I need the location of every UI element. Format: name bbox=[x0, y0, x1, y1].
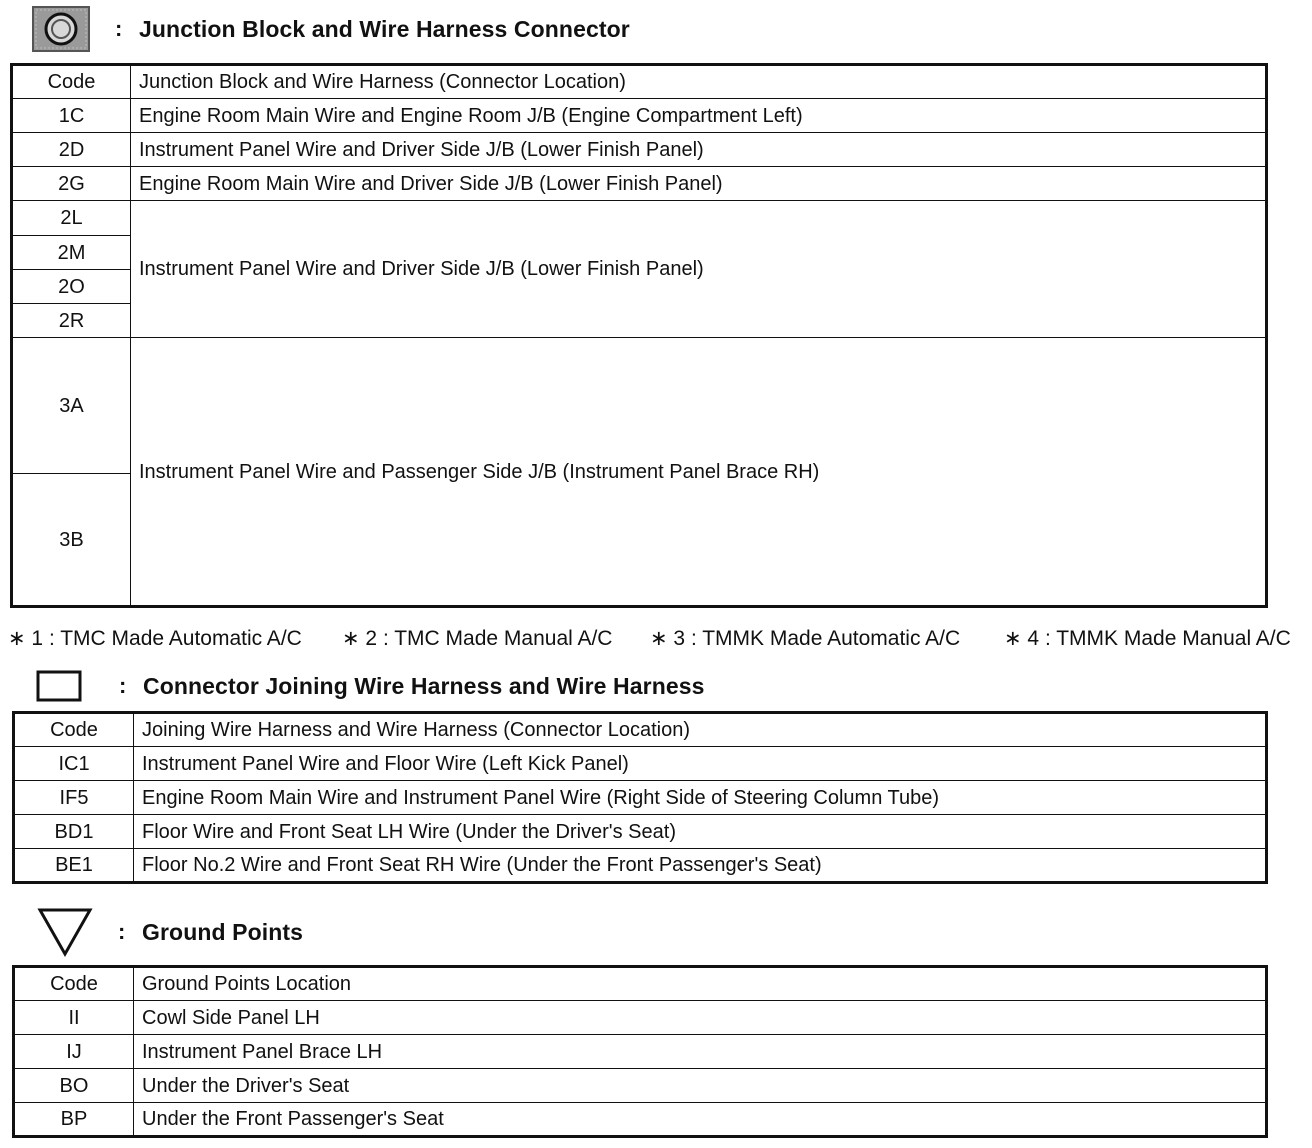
code-cell: IF5 bbox=[14, 781, 134, 815]
junction-section-colon: : bbox=[115, 16, 123, 41]
table-row bbox=[12, 133, 1267, 167]
table-row bbox=[12, 338, 1267, 474]
connector-section-header bbox=[0, 664, 800, 704]
ground-section-colon: : bbox=[118, 919, 126, 944]
code-cell: 2G bbox=[12, 167, 131, 201]
description-cell: Engine Room Main Wire and Engine Room J/B (Engine Compartment Left) bbox=[131, 99, 1267, 133]
table-header-row bbox=[14, 713, 1267, 747]
ground-triangle-icon bbox=[36, 906, 94, 963]
table-row bbox=[12, 99, 1267, 133]
junction-section-header bbox=[0, 6, 800, 46]
code-cell: 3A bbox=[12, 338, 131, 474]
description-cell: Engine Room Main Wire and Driver Side J/B (Lower Finish Panel) bbox=[131, 167, 1267, 201]
code-cell: 3B bbox=[12, 474, 131, 607]
junction-section-title: Junction Block and Wire Harness Connector bbox=[139, 16, 630, 42]
table-row bbox=[14, 781, 1267, 815]
code-cell: 1C bbox=[12, 99, 131, 133]
code-cell: IJ bbox=[14, 1035, 134, 1069]
code-header: Code bbox=[12, 65, 131, 99]
code-cell: 2L bbox=[12, 201, 131, 236]
description-header: Ground Points Location bbox=[134, 967, 1267, 1001]
ground-table bbox=[12, 965, 1268, 1138]
connector-section-title: Connector Joining Wire Harness and Wire Harness bbox=[143, 673, 705, 699]
footnote: ∗ 1 : TMC Made Automatic A/C bbox=[8, 627, 302, 650]
table-row bbox=[14, 747, 1267, 781]
code-cell: 2D bbox=[12, 133, 131, 167]
code-header: Code bbox=[14, 713, 134, 747]
description-cell: Under the Driver's Seat bbox=[134, 1069, 1267, 1103]
ground-section-title: Ground Points bbox=[142, 919, 304, 945]
code-cell: BP bbox=[14, 1103, 134, 1137]
code-cell: BE1 bbox=[14, 849, 134, 883]
code-cell: 2O bbox=[12, 270, 131, 304]
table-row bbox=[14, 1103, 1267, 1137]
description-cell: Cowl Side Panel LH bbox=[134, 1001, 1267, 1035]
junction-table bbox=[10, 63, 1268, 608]
code-cell: 2M bbox=[12, 236, 131, 270]
code-cell: BD1 bbox=[14, 815, 134, 849]
table-row bbox=[14, 1069, 1267, 1103]
description-cell: Instrument Panel Brace LH bbox=[134, 1035, 1267, 1069]
description-cell-merged: Instrument Panel Wire and Driver Side J/B (Lower Finish Panel) bbox=[131, 201, 1267, 338]
connector-table bbox=[12, 711, 1268, 884]
description-cell: Engine Room Main Wire and Instrument Panel Wire (Right Side of Steering Column Tube) bbox=[134, 781, 1267, 815]
table-header-row bbox=[14, 967, 1267, 1001]
ground-section-header bbox=[0, 906, 600, 946]
table-row bbox=[14, 815, 1267, 849]
footnote: ∗ 2 : TMC Made Manual A/C bbox=[342, 627, 613, 650]
table-row bbox=[14, 1001, 1267, 1035]
code-cell: II bbox=[14, 1001, 134, 1035]
description-cell: Instrument Panel Wire and Floor Wire (Left Kick Panel) bbox=[134, 747, 1267, 781]
table-row bbox=[12, 167, 1267, 201]
description-header: Joining Wire Harness and Wire Harness (Connector Location) bbox=[134, 713, 1267, 747]
description-cell: Floor No.2 Wire and Front Seat RH Wire (Under the Front Passenger's Seat) bbox=[134, 849, 1267, 883]
code-cell: IC1 bbox=[14, 747, 134, 781]
description-header: Junction Block and Wire Harness (Connector Location) bbox=[131, 65, 1267, 99]
footnote: ∗ 4 : TMMK Made Manual A/C bbox=[1004, 627, 1291, 650]
code-cell: 2R bbox=[12, 304, 131, 338]
connector-square-icon bbox=[36, 670, 82, 707]
table-row bbox=[14, 849, 1267, 883]
connector-section-colon: : bbox=[119, 673, 127, 698]
description-cell: Instrument Panel Wire and Driver Side J/B (Lower Finish Panel) bbox=[131, 133, 1267, 167]
code-header: Code bbox=[14, 967, 134, 1001]
table-row bbox=[14, 1035, 1267, 1069]
footnote: ∗ 3 : TMMK Made Automatic A/C bbox=[650, 627, 961, 650]
code-cell: BO bbox=[14, 1069, 134, 1103]
description-cell-merged: Instrument Panel Wire and Passenger Side J/B (Instrument Panel Brace RH) bbox=[131, 338, 1267, 607]
footnotes bbox=[8, 626, 1308, 654]
description-cell: Floor Wire and Front Seat LH Wire (Under the Driver's Seat) bbox=[134, 815, 1267, 849]
table-row bbox=[12, 201, 1267, 236]
description-cell: Under the Front Passenger's Seat bbox=[134, 1103, 1267, 1137]
table-header-row bbox=[12, 65, 1267, 99]
junction-block-circle-icon bbox=[32, 6, 90, 57]
